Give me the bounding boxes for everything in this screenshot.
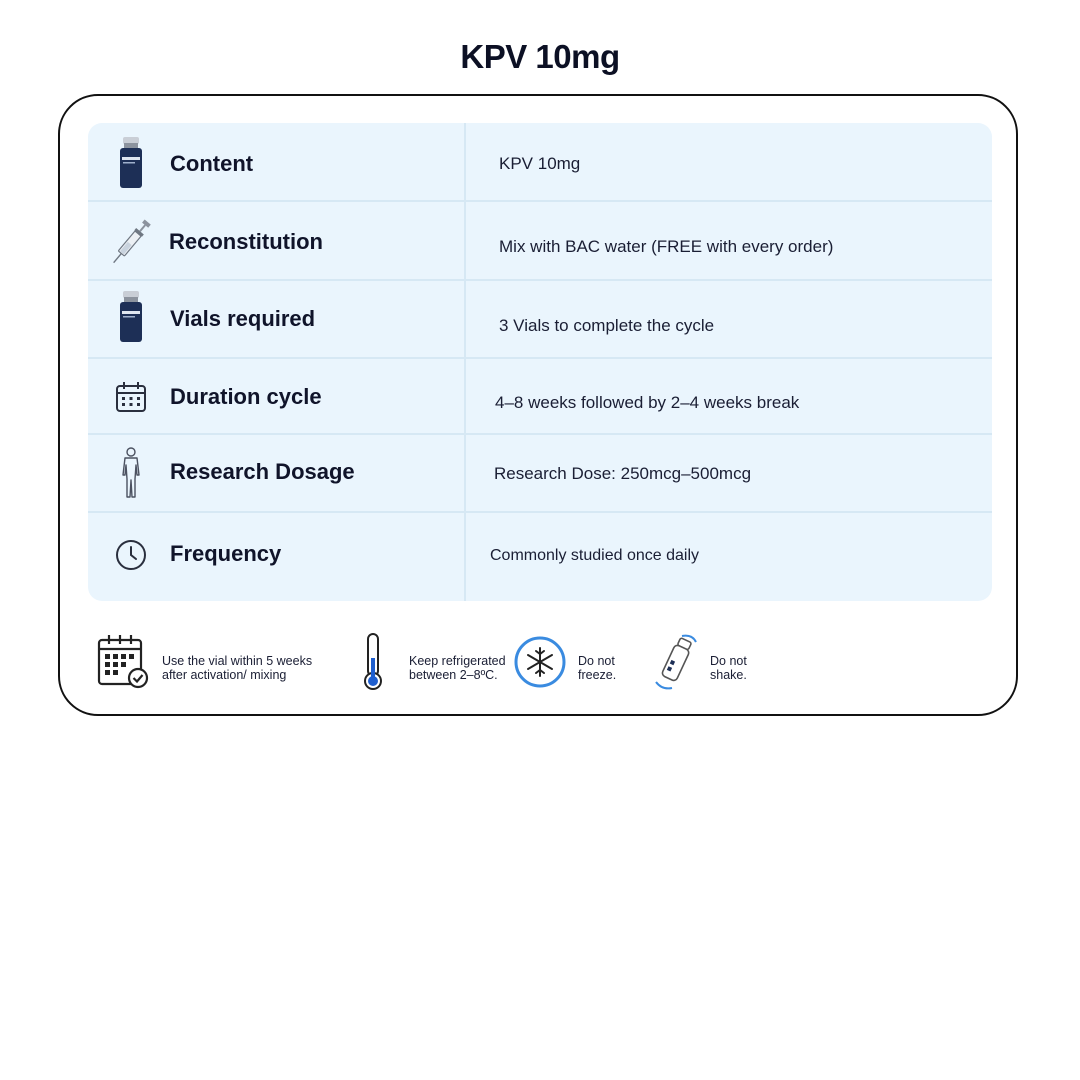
table-row-reconstitution: [88, 202, 992, 280]
table-row-research-dosage: [88, 435, 992, 511]
row-value: Research Dose: 250mcg–500mcg: [494, 464, 752, 483]
thermometer-icon: [346, 632, 402, 692]
human-body-icon: [108, 445, 154, 501]
note-text: Do not freeze.: [578, 654, 617, 682]
vial-icon: [108, 289, 154, 345]
shake-vial-icon: [648, 632, 704, 692]
note-no-freeze: [512, 632, 622, 692]
page-title: KPV 10mg: [460, 38, 620, 75]
table-row-duration-cycle: [88, 359, 992, 434]
table-row-content: [88, 123, 992, 201]
row-value: KPV 10mg: [499, 154, 581, 173]
note-vial-usage: [96, 632, 336, 692]
product-info-card: [58, 94, 1018, 716]
table-row-vials-required: [88, 281, 992, 358]
note-text: Keep refrigerated between 2–8ºC.: [409, 654, 506, 682]
row-value: Mix with BAC water (FREE with every order): [499, 237, 834, 256]
note-no-shake: [648, 632, 758, 692]
row-value: 4–8 weeks followed by 2–4 weeks break: [495, 393, 800, 412]
clock-icon: [108, 527, 154, 583]
row-value: 3 Vials to complete the cycle: [499, 316, 715, 335]
calendar-icon: [108, 369, 154, 425]
note-text: Use the vial within 5 weeks after activation/ mixing: [162, 654, 313, 682]
vial-icon: [108, 135, 154, 191]
row-label: Content: [170, 151, 254, 176]
row-label: Frequency: [170, 541, 282, 566]
row-label: Research Dosage: [170, 459, 355, 484]
note-refrigerate: [346, 632, 506, 692]
row-label: Vials required: [170, 306, 316, 331]
syringe-icon: [108, 214, 154, 270]
calendar-check-icon: [96, 632, 152, 692]
info-table: [88, 123, 992, 601]
row-value: Commonly studied once daily: [490, 547, 699, 564]
storage-notes: [96, 632, 976, 692]
table-row-frequency: [88, 513, 992, 601]
row-label: Reconstitution: [169, 229, 323, 254]
note-text: Do not shake.: [710, 654, 747, 682]
row-label: Duration cycle: [170, 384, 322, 409]
snowflake-icon: [512, 632, 568, 692]
